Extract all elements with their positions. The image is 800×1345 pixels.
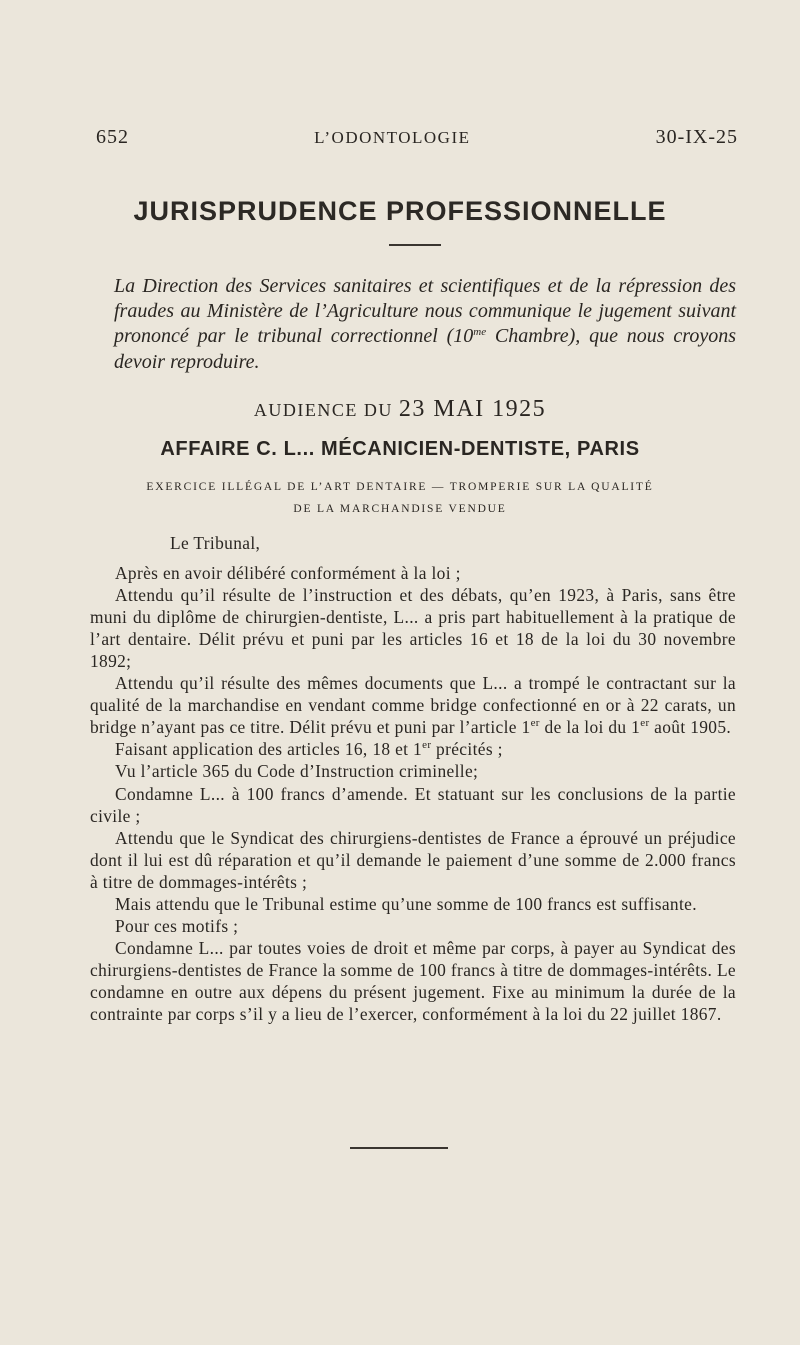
judgment-paragraph: Attendu qu’il résulte de l’instruction et des débats, qu’en 1923, à Paris, sans être muni du diplôme de chirurgien-dentiste, L... a pris part habituellement à la pratique de l’art dentaire. Délit prévu et puni par les articles 16 et 18 de la loi du 30 novembre 1892; [90, 585, 736, 672]
journal-title: L’ODONTOLOGIE [314, 128, 471, 147]
judgment-opening: Le Tribunal, [170, 533, 261, 553]
judgment-paragraph [90, 672, 736, 738]
hearing-prefix: AUDIENCE DU [253, 400, 393, 420]
text-segment: août 1905. [649, 717, 732, 738]
case-subtitle-line-1: EXERCICE ILLÉGAL DE L’ART DENTAIRE — TROMPERIE SUR LA QUALITÉ [146, 481, 654, 493]
section-title: JURISPRUDENCE PROFESSIONNELLE [133, 196, 667, 226]
superscript: er [640, 717, 650, 730]
text-segment: Faisant application des articles 16, 18 et 1 [115, 739, 423, 760]
judgment-text [90, 532, 736, 1025]
hearing-date-line [0, 396, 800, 423]
judgment-paragraph [90, 738, 736, 760]
judgment-paragraph: Après en avoir délibéré conformément à la loi ; [115, 563, 461, 584]
page-number: 652 [96, 126, 129, 148]
intro-paragraph [114, 274, 736, 375]
running-header [96, 126, 738, 149]
title-rule [389, 244, 441, 246]
hearing-date: 23 MAI 1925 [398, 396, 547, 422]
intro-superscript: me [473, 326, 487, 339]
judgment-paragraph: Condamne L... à 100 francs d’amende. Et statuant sur les conclusions de la partie civile ; [90, 783, 736, 826]
judgment-paragraph: Pour ces motifs ; [115, 915, 239, 936]
judgment-paragraph: Attendu que le Syndicat des chirurgiens-dentistes de France a éprouvé un préjudice dont il lui est dû réparation et qu’il demande le paiement d’une somme de 2.000 francs à titre de dommages-intérêts ; [90, 827, 736, 892]
superscript: er [530, 717, 540, 730]
judgment-paragraph: Condamne L... par toutes voies de droit et même par corps, à payer au Syndicat des chirurgiens-dentistes de France la somme de 100 francs à titre de dommages-intérêts. Le condamne en outre aux dépens du présent jugement. Fixe au minimum la durée de la contrainte par corps s’il y a lieu de l’exercer, conformément à la loi du 22 juillet 1867. [90, 937, 736, 1024]
superscript: er [422, 739, 432, 752]
issue-date: 30-IX-25 [655, 126, 738, 148]
judgment-paragraph: Vu l’article 365 du Code d’Instruction criminelle; [115, 761, 479, 782]
case-subtitle-line-2: DE LA MARCHANDISE VENDUE [293, 503, 507, 515]
end-rule [350, 1147, 448, 1149]
case-heading: AFFAIRE C. L... MÉCANICIEN-DENTISTE, PARIS [160, 438, 640, 460]
text-segment: de la loi du 1 [539, 717, 641, 738]
intro-text: La Direction des Services sanitaires et scientifiques et de la répression des fraudes au Ministère de l’Agriculture nous communique le jugement suivant prononcé par le tribunal correctionnel (10 [114, 275, 736, 348]
text-segment: Attendu qu’il résulte des mêmes documents que L... a trompé le contractant sur la qualité de la marchandise en vendant comme bridge confectionné en or à 22 carats, un bridge n’ayant pas ce titre. Délit prévu et puni par l’article 1 [90, 673, 736, 738]
intro-text-end: Chambre), que nous croyons devoir reproduire. [114, 325, 736, 373]
judgment-paragraph: Mais attendu que le Tribunal estime qu’une somme de 100 francs est suffisante. [115, 893, 697, 914]
text-segment: précités ; [431, 739, 503, 760]
